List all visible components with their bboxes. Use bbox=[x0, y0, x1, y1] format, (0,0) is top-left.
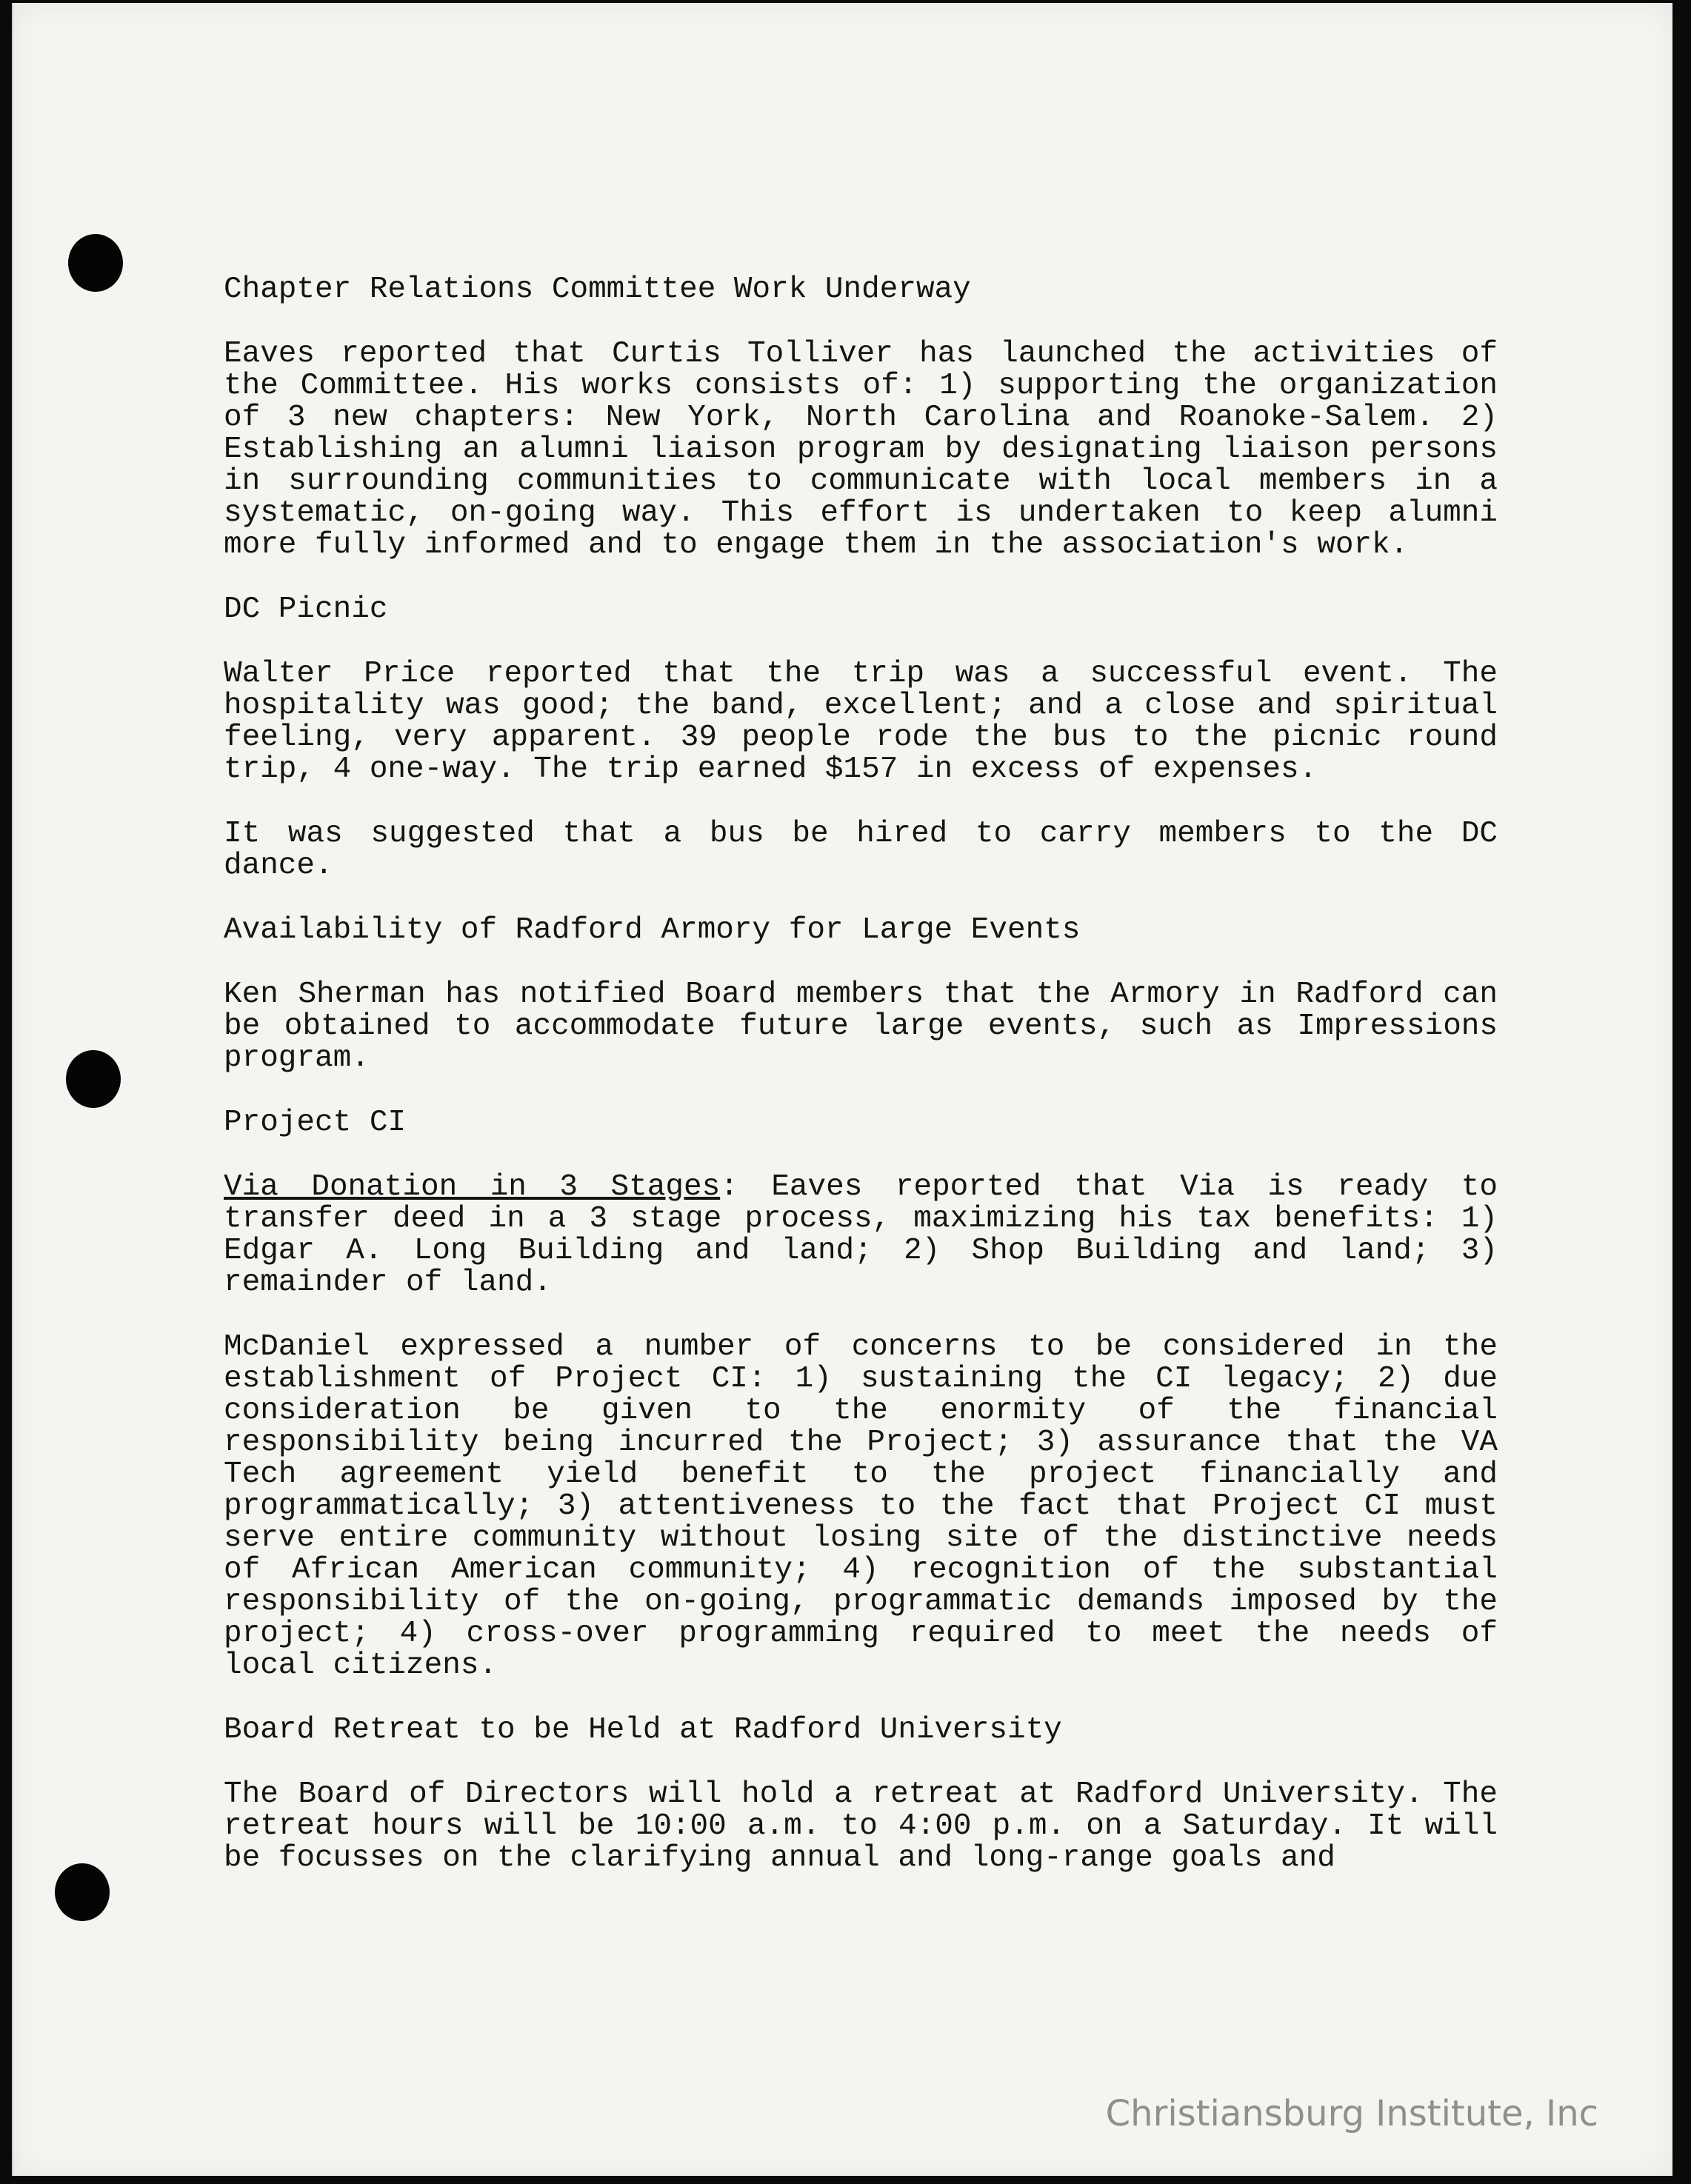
paragraph-chapter-relations: Eaves reported that Curtis Tolliver has launched the activities of the Committee. His works consists of: 1) supporting the organization of 3 new chapters: New York, North Carolina and Roanoke-Salem. 2) Establishing an alumni liaison program by designating liaison persons in surrounding communities to communicate with local members in a systematic, on-going way. This effort is undertaken to keep alumni more fully informed and to engage them in the association's work. bbox=[224, 337, 1498, 562]
via-donation-subheading: Via Donation in 3 Stages bbox=[224, 1170, 721, 1204]
punch-hole bbox=[55, 1863, 110, 1921]
section-heading-radford-armory: Availability of Radford Armory for Large Events bbox=[224, 913, 1081, 947]
paragraph-mcdaniel-concerns: McDaniel expressed a number of concerns to be considered in the establishment of Project CI: 1) sustaining the CI legacy; 2) due consideration be given to the enormity of the financial responsibility being incurred the Project; 3) assurance that the VA Tech agreement yield benefit to the project financially and programmatically; 3) attentiveness to the fact that Project CI must serve entire community without losing site of the distinctive needs of African American community; 4) recognition of the substantial responsibility of the on-going, programmatic demands imposed by the project; 4) cross-over programming required to meet the needs of local citizens. bbox=[224, 1330, 1498, 1683]
section-heading-dc-picnic: DC Picnic bbox=[224, 592, 388, 627]
section-heading-chapter-relations: Chapter Relations Committee Work Underway bbox=[224, 273, 971, 307]
section-heading-project-ci: Project CI bbox=[224, 1106, 407, 1140]
via-donation-text: : Eaves reported that Via is ready to transfer deed in a 3 stage process, maximizing his tax benefits: 1) Edgar A. Long Building and land; 2) Shop Building and land; 3) remainder of land. bbox=[224, 1170, 1498, 1300]
punch-hole bbox=[66, 1050, 121, 1108]
paragraph-radford-armory: Ken Sherman has notified Board members that the Armory in Radford can be obtained to accommodate future large events, such as Impressions program. bbox=[224, 978, 1498, 1075]
paragraph-dc-dance-bus: It was suggested that a bus be hired to carry members to the DC dance. bbox=[224, 817, 1498, 883]
punch-hole bbox=[68, 234, 123, 292]
paragraph-dc-picnic-trip: Walter Price reported that the trip was a successful event. The hospitality was good; the band, excellent; and a close and spiritual feeling, very apparent. 39 people rode the bus to the picnic round trip, 4 one-way. The trip earned $157 in excess of expenses. bbox=[224, 657, 1498, 787]
document-page bbox=[12, 3, 1672, 2176]
section-heading-board-retreat: Board Retreat to be Held at Radford University bbox=[224, 1713, 1062, 1747]
watermark: Christiansburg Institute, Inc bbox=[1105, 2093, 1598, 2134]
document-body bbox=[224, 274, 1498, 1907]
paragraph-board-retreat: The Board of Directors will hold a retreat at Radford University. The retreat hours will be 10:00 a.m. to 4:00 p.m. on a Saturday. It will be focusses on the clarifying annual and long-range goals and bbox=[224, 1777, 1498, 1875]
paragraph-via-donation bbox=[224, 1172, 1498, 1299]
